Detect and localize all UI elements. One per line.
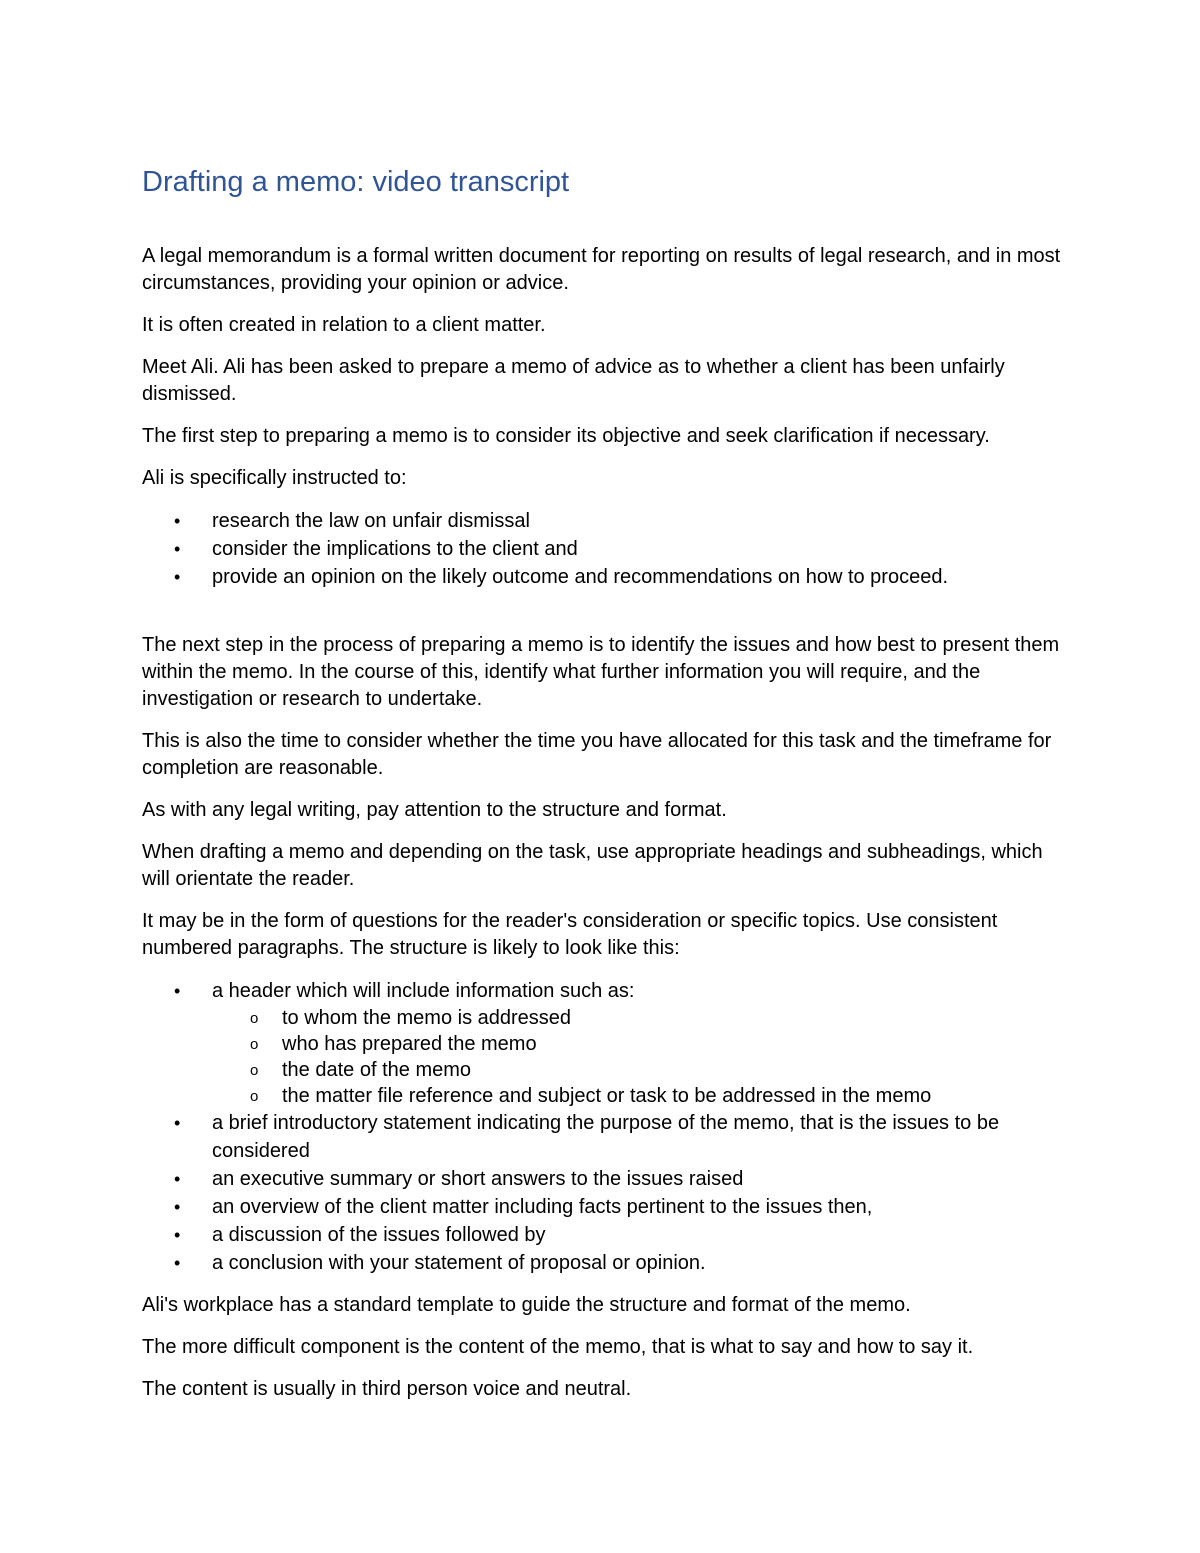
bullet-icon: • <box>174 1225 181 1245</box>
list-item <box>142 1193 1072 1221</box>
bullet-icon: • <box>174 1113 181 1133</box>
paragraph: As with any legal writing, pay attention to the structure and format. <box>142 799 727 821</box>
list-item-text: a header which will include information such as: <box>212 980 635 1002</box>
structure-list <box>142 977 1072 1277</box>
paragraph: Ali is specifically instructed to: <box>142 467 407 489</box>
paragraph: The next step in the process of preparing a memo is to identify the issues and how best to present them within the memo. In the course of this, identify what further information you will require, and the investigation or research to undertake. <box>142 634 1060 710</box>
bullet-icon: • <box>174 539 181 559</box>
list-item <box>142 1165 1072 1193</box>
list-item <box>142 1249 1072 1277</box>
list-item <box>142 1109 1072 1165</box>
list-item-text: a discussion of the issues followed by <box>212 1224 546 1246</box>
list-item <box>142 977 1072 1109</box>
circle-bullet-icon: o <box>250 1010 259 1027</box>
bullet-icon: • <box>174 1253 181 1273</box>
paragraph: It is often created in relation to a client matter. <box>142 314 546 336</box>
instructions-list <box>142 507 1072 591</box>
list-item-text: research the law on unfair dismissal <box>212 510 530 532</box>
sublist-item <box>212 1031 1072 1057</box>
circle-bullet-icon: o <box>250 1062 259 1079</box>
list-item <box>142 1221 1072 1249</box>
sublist-item <box>212 1005 1072 1031</box>
sublist-item-text: who has prepared the memo <box>282 1033 537 1055</box>
bullet-icon: • <box>174 567 181 587</box>
circle-bullet-icon: o <box>250 1088 259 1105</box>
document-title: Drafting a memo: video transcript <box>142 166 570 198</box>
paragraph: The content is usually in third person voice and neutral. <box>142 1378 632 1400</box>
paragraph: A legal memorandum is a formal written document for reporting on results of legal research, and in most circumstances, providing your opinion or advice. <box>142 245 1061 294</box>
sublist-item <box>212 1083 1072 1109</box>
list-item <box>142 535 1072 563</box>
list-item-text: an overview of the client matter including facts pertinent to the issues then, <box>212 1196 873 1218</box>
list-item <box>142 507 1072 535</box>
list-item-text: a conclusion with your statement of proposal or opinion. <box>212 1252 706 1274</box>
list-item-text: an executive summary or short answers to the issues raised <box>212 1168 744 1190</box>
circle-bullet-icon: o <box>250 1036 259 1053</box>
list-item-text: a brief introductory statement indicating the purpose of the memo, that is the issues to be considered <box>212 1112 1000 1162</box>
bullet-icon: • <box>174 511 181 531</box>
document-body <box>142 243 1072 1418</box>
paragraph: It may be in the form of questions for the reader's consideration or specific topics. Use consistent numbered paragraphs. The structure is likely to look like this: <box>142 910 998 959</box>
paragraph: Ali's workplace has a standard template to guide the structure and format of the memo. <box>142 1294 911 1316</box>
paragraph: This is also the time to consider whether the time you have allocated for this task and the timeframe for completion are reasonable. <box>142 730 1052 779</box>
bullet-icon: • <box>174 1197 181 1217</box>
header-sublist <box>212 1005 1072 1109</box>
list-item-text: consider the implications to the client and <box>212 538 578 560</box>
bullet-icon: • <box>174 1169 181 1189</box>
bullet-icon: • <box>174 981 181 1001</box>
sublist-item-text: the date of the memo <box>282 1059 472 1081</box>
sublist-item-text: the matter file reference and subject or task to be addressed in the memo <box>282 1085 932 1107</box>
list-item <box>142 563 1072 591</box>
paragraph: Meet Ali. Ali has been asked to prepare a memo of advice as to whether a client has been unfairly dismissed. <box>142 356 1005 405</box>
sublist-item-text: to whom the memo is addressed <box>282 1007 572 1029</box>
paragraph: The more difficult component is the content of the memo, that is what to say and how to say it. <box>142 1336 974 1358</box>
sublist-item <box>212 1057 1072 1083</box>
paragraph: When drafting a memo and depending on the task, use appropriate headings and subheadings, which will orientate the reader. <box>142 841 1043 890</box>
list-item-text: provide an opinion on the likely outcome and recommendations on how to proceed. <box>212 566 949 588</box>
paragraph: The first step to preparing a memo is to consider its objective and seek clarification if necessary. <box>142 425 990 447</box>
